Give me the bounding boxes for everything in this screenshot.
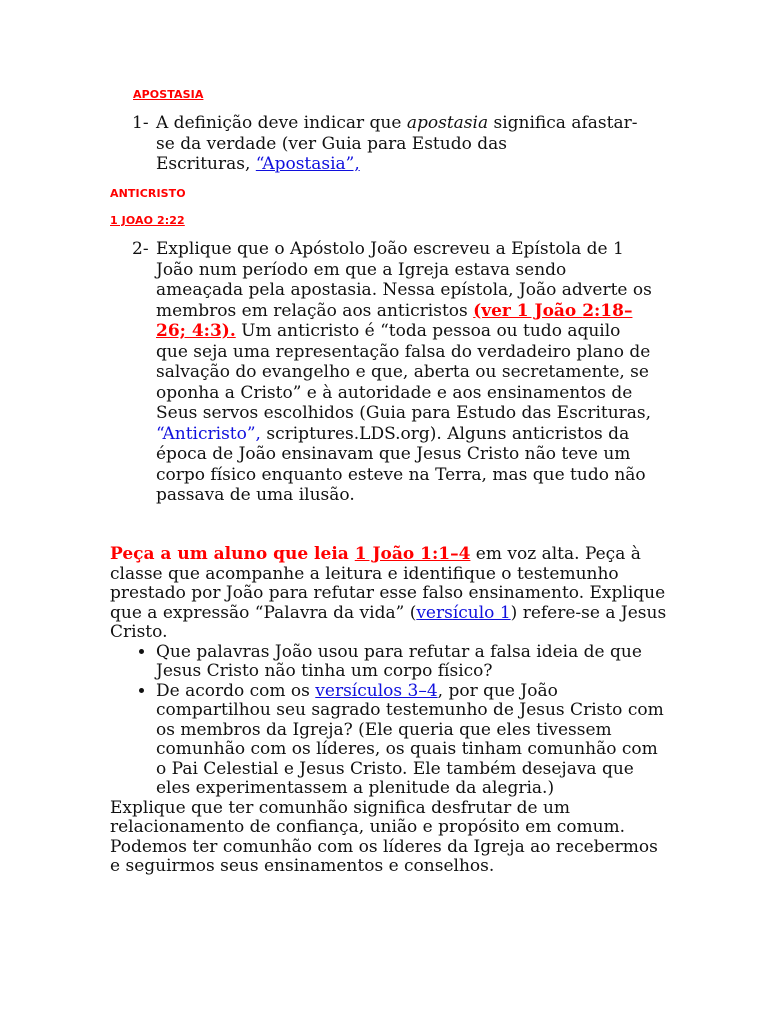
list-item-1 bbox=[132, 113, 652, 175]
bullet-2-text-b: , por que João compartilhou seu sagrado testemunho de Jesus Cristo com os membros da Igreja? (Ele queria que eles tivessem comunhão com os líderes, os quais tinham comunhão com o Pai Celestial e Jesus Cristo. Ele também desejava que eles experimentassem a plenitude da alegria.) bbox=[156, 680, 664, 798]
item1-text-b: significa afastar- bbox=[488, 113, 638, 133]
list-item bbox=[156, 643, 670, 682]
item1-line3: Escrituras, bbox=[156, 154, 256, 174]
section-paragraph bbox=[110, 545, 670, 643]
closing-paragraph: Explique que ter comunhão significa desfrutar de um relacionamento de confiança, união e propósito em comum. Podemos ter comunhão com os líderes da Igreja ao recebermos e seguirmos seus ensinamentos e conselhos. bbox=[110, 797, 658, 876]
item1-line2: se da verdade (ver Guia para Estudo das bbox=[156, 133, 507, 154]
list-number: 1- bbox=[132, 113, 149, 133]
heading-reference: 1 JOAO 2:22 bbox=[110, 214, 185, 227]
item2-text-a: Explique que o Apóstolo João escreveu a Epístola de 1 João num período em que a Igreja estava sendo ameaçada pela apostasia. Nessa epístola, João adverte os membros em relação aos anticristos bbox=[156, 239, 652, 321]
item2-text-c: scriptures.LDS.org). Alguns anticristos da época de João ensinavam que Jesus Cristo não teve um corpo físico enquanto esteve na Terra, mas que tudo não passava de uma ilusão. bbox=[156, 423, 646, 505]
question-list bbox=[110, 643, 670, 799]
scripture-reference-link[interactable]: (ver 1 João 2:18–26; 4:3). bbox=[156, 300, 633, 341]
item1-italic-term: apostasia bbox=[406, 113, 489, 133]
bullet-1-text: Que palavras João usou para refutar a falsa ideia de que Jesus Cristo não tinha um corpo físico? bbox=[156, 641, 642, 681]
section-text-b: ) refere-se a Jesus Cristo. bbox=[110, 602, 667, 642]
section-text-a: em voz alta. Peça à classe que acompanhe a leitura e identifique o testemunho prestado por João para refutar esse falso ensinamento. Explique que a expressão “Palavra da vida” ( bbox=[110, 544, 666, 623]
versiculo-1-link[interactable]: versículo 1 bbox=[416, 602, 511, 623]
list-item-2 bbox=[132, 239, 652, 506]
item2-text-b: Um anticristo é “toda pessoa ou tudo aquilo que seja uma representação falsa do verdadeiro plano de salvação do evangelho e que, aberta ou secretamente, se oponha a Cristo” e à autoridade e aos ensinamentos de Seus servos escolhidos (Guia para Estudo das Escrituras, bbox=[156, 321, 652, 423]
versiculos-3-4-link[interactable]: versículos 3–4 bbox=[315, 680, 438, 701]
heading-anticristo: ANTICRISTO bbox=[110, 187, 186, 200]
apostasia-link[interactable]: “Apostasia”, bbox=[255, 154, 360, 174]
bullet-2-text-a: De acordo com os bbox=[156, 680, 316, 701]
lead-scripture-link[interactable]: 1 João 1:1–4 bbox=[354, 544, 471, 564]
item1-text-a: A definição deve indicar que bbox=[156, 113, 407, 133]
list-number: 2- bbox=[132, 239, 149, 259]
heading-apostasia: APOSTASIA bbox=[133, 88, 204, 101]
list-item bbox=[156, 682, 670, 799]
list-item-body bbox=[156, 113, 652, 175]
list-item-body bbox=[156, 239, 652, 506]
teaching-section bbox=[110, 545, 670, 877]
section-lead: Peça a um aluno que leia bbox=[110, 544, 355, 564]
anticristo-link[interactable]: “Anticristo”, bbox=[156, 423, 261, 444]
